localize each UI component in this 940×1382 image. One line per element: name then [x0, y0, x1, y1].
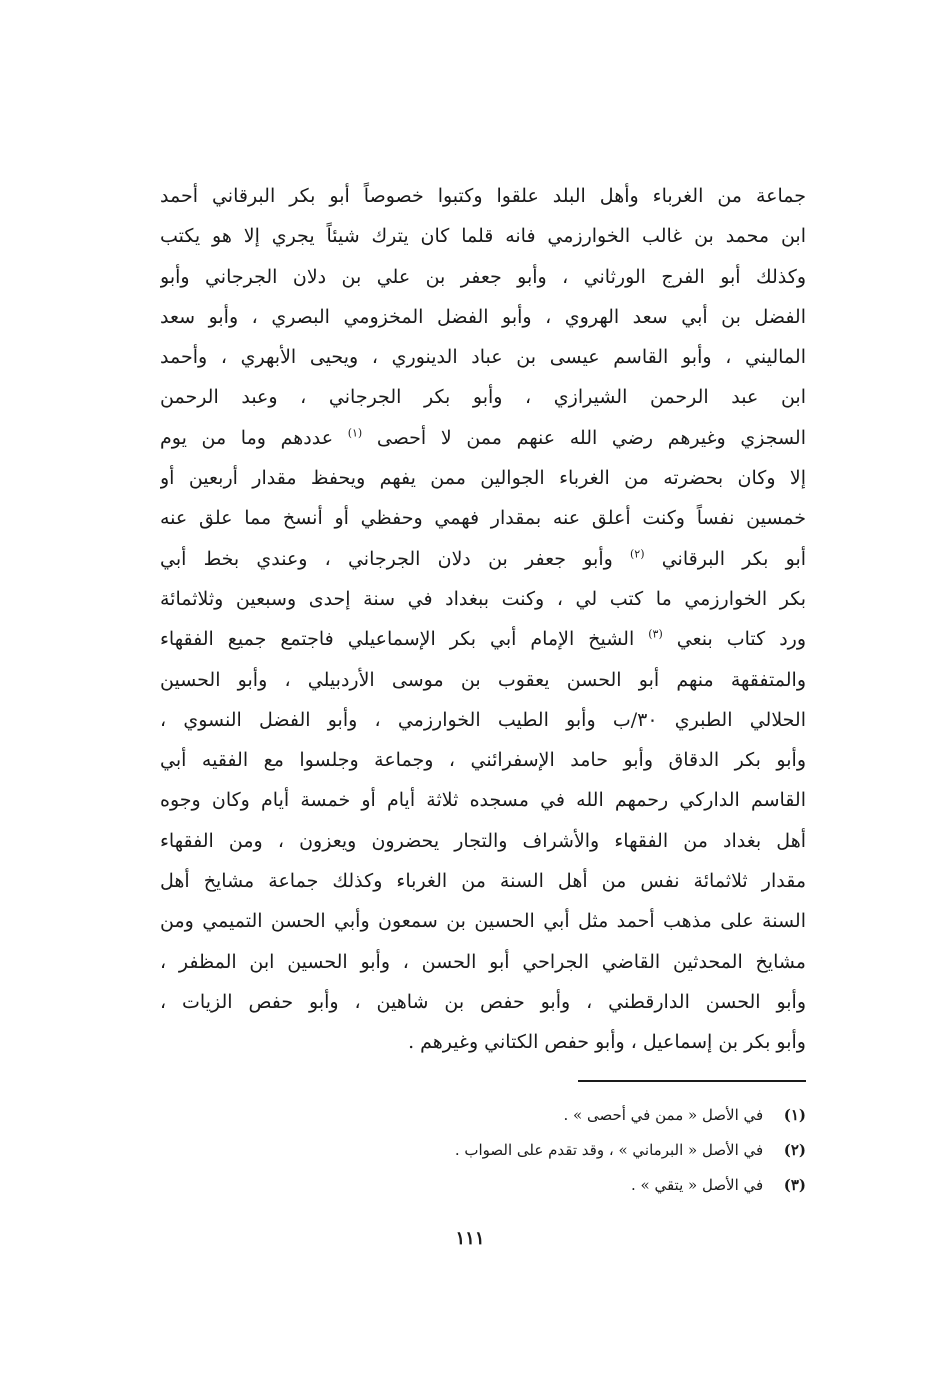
- page-number: ١١١: [455, 1228, 485, 1249]
- text-line-21: وأبو الحسن الدارقطني ، وأبو حفص بن شاهين ، وأبو حفص الزيات ،: [160, 990, 806, 1013]
- text-line-17: أهل بغداد من الفقهاء والأشراف والتجار يحضرون ويعزون ، ومن الفقهاء: [160, 829, 806, 852]
- text-line-15: وأبو بكر الدقاق وأبو حامد الإسفرائني ، وجماعة وجلسوا مع الفقيه أبي: [160, 749, 806, 772]
- main-text: [160, 176, 806, 1063]
- text-line-3: وكذلك أبو الفرج الورثاني ، وأبو جعفر بن علي بن دلان الجرجاني وأبو: [160, 265, 806, 288]
- text-line-4: الفضل بن أبي سعد الهروي ، وأبو الفضل المخزومي البصري ، وأبو سعد: [160, 305, 806, 328]
- footnote-number: (٢): [783, 1141, 806, 1159]
- text-line-8: إلا وكان بحضرته من الغرباء الجوالين ممن يفهم ويحفظ مقدار أربعين أو: [160, 467, 806, 490]
- footnote-text: في الأصل « يتقي » .: [630, 1176, 764, 1194]
- text-line-12-end: الشيخ الإمام أبي بكر الإسماعيلي فاجتمع جميع الفقهاء: [160, 628, 635, 651]
- footnote-1: [300, 1098, 806, 1133]
- footnotes: [300, 1098, 806, 1203]
- footnote-ref-2[interactable]: (٢): [629, 547, 645, 561]
- text-line-7-end: عددهم وما من يوم: [160, 426, 334, 449]
- text-line-5: الماليني ، وأبو القاسم عيسى بن عباد الدينوري ، ويحيى الأبهري ، وأحمد: [160, 346, 806, 369]
- text-line-14: الحلالي الطبري ٣٠/ب وأبو الطيب الخوارزمي ، وأبو الفضل النسوي ،: [160, 708, 806, 731]
- text-line-12: [160, 619, 806, 659]
- footnote-3: [300, 1168, 806, 1203]
- footnote-text: في الأصل « ممن في أحصى » .: [563, 1106, 764, 1124]
- text-line-11: بكر الخوارزمي ما كتب لي ، وكنت ببغداد في سنة إحدى وسبعين وثلاثمائة: [160, 587, 806, 610]
- footnote-text: في الأصل « البرماني » ، وقد تقدم على الصواب .: [454, 1141, 764, 1159]
- text-line-10-start: أبو بكر البرقاني: [661, 547, 806, 570]
- text-line-20: مشايخ المحدثين القاضي الجراحي أبو الحسن ، وأبو الحسين ابن المظفر ،: [160, 950, 806, 973]
- text-line-7-start: السجزي وغيرهم رضي الله عنهم ممن لا أحصى: [376, 426, 806, 449]
- text-line-13: والمتفقهة منهم أبو الحسن يعقوب بن موسى الأردبيلي ، وأبو الحسين: [160, 668, 806, 691]
- text-line-6: ابن عبد الرحمن الشيرازي ، وأبو بكر الجرجاني ، وعبد الرحمن: [160, 386, 806, 409]
- text-line-19: السنة على مذهب أحمد مثل أبي الحسين بن سمعون وأبي الحسن التميمي ومن: [160, 910, 806, 933]
- text-line-9: خمسين نفساً وكنت أعلق عنه بمقدار فهمي وحفظي أو أنسخ مما علق عنه: [160, 507, 806, 530]
- footnote-2: [300, 1133, 806, 1168]
- footnote-number: (١): [783, 1106, 806, 1124]
- text-line-10-end: وأبو جعفر بن دلان الجرجاني ، وعندي بخط أبي: [160, 547, 613, 570]
- text-line-7: [160, 418, 806, 458]
- footnote-separator: [578, 1080, 806, 1082]
- footnote-ref-3[interactable]: (٣): [648, 627, 663, 641]
- footnote-number: (٣): [783, 1176, 806, 1194]
- text-line-18: مقدار ثلاثمائة نفس من أهل السنة من الغرباء وكذلك جماعة مشايخ أهل: [160, 870, 806, 893]
- text-line-10: [160, 539, 806, 579]
- text-line-22: وأبو بكر بن إسماعيل ، وأبو حفص الكتاني وغيرهم .: [408, 1031, 806, 1054]
- text-line-2: ابن محمد بن غالب الخوارزمي فانه قلما كان يترك شيئاً يجري إلا هو يكتب: [160, 225, 806, 248]
- text-line-16: القاسم الداركي رحمهم الله في مسجده ثلاثة أيام أو خمسة أيام وكان وجوه: [160, 789, 806, 812]
- text-line-1: جماعة من الغرباء وأهل البلد علقوا وكتبوا خصوصاً أبو بكر البرقاني أحمد: [160, 185, 806, 207]
- footnote-ref-1[interactable]: (١): [347, 426, 363, 440]
- text-line-12-start: ورد كتاب بنعي: [676, 628, 806, 651]
